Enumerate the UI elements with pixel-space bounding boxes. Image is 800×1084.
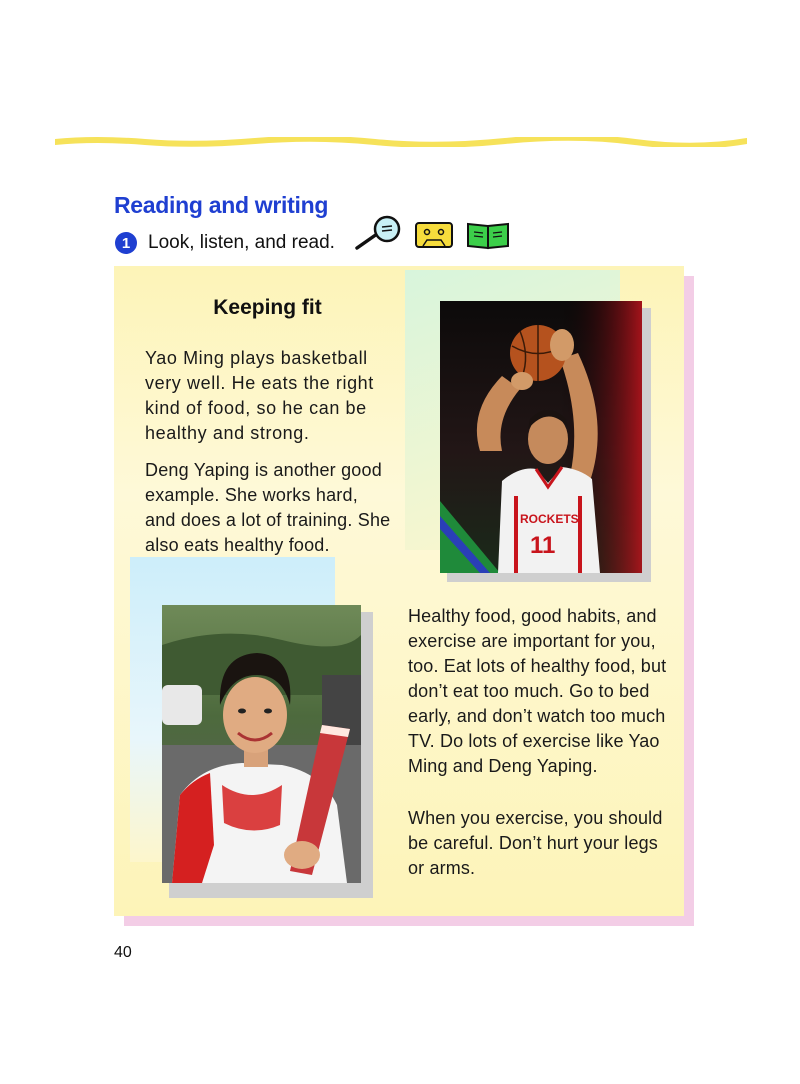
jersey-number: 11 (530, 532, 556, 559)
paragraph-yao-ming: Yao Ming plays basketball very well. He eats the right kind of food, so he can be healthy and strong. (145, 348, 374, 443)
torch-bearer-photo (162, 605, 361, 883)
page-number: 40 (114, 944, 132, 961)
magnifier-icon (357, 217, 399, 248)
basketball-player-photo (440, 301, 642, 573)
open-book-icon (468, 224, 508, 248)
task-number-badge: 1 (115, 232, 137, 254)
decorative-rule (55, 137, 747, 147)
cassette-icon (416, 223, 452, 247)
article-heading: Keeping fit (213, 296, 322, 319)
paragraph-be-careful: When you exercise, you should be careful. Don’t hurt your legs or arms. (408, 808, 663, 878)
activity-icons (355, 215, 515, 255)
section-title: Reading and writing (114, 192, 329, 218)
paragraph-deng-yaping: Deng Yaping is another good example. She works hard, and does a lot of training. She also eats healthy food. (145, 460, 391, 555)
task-text: Look, listen, and read. (148, 232, 335, 253)
paragraph-healthy-habits: Healthy food, good habits, and exercise are important for you, too. Eat lots of healthy food, but don’t eat too much. Go to bed early, and don’t watch too much TV. Do lots of exercise like Yao Ming and Deng Yaping. (408, 606, 667, 776)
jersey-text: ROCKETS (520, 512, 579, 526)
task-instruction (115, 232, 335, 254)
